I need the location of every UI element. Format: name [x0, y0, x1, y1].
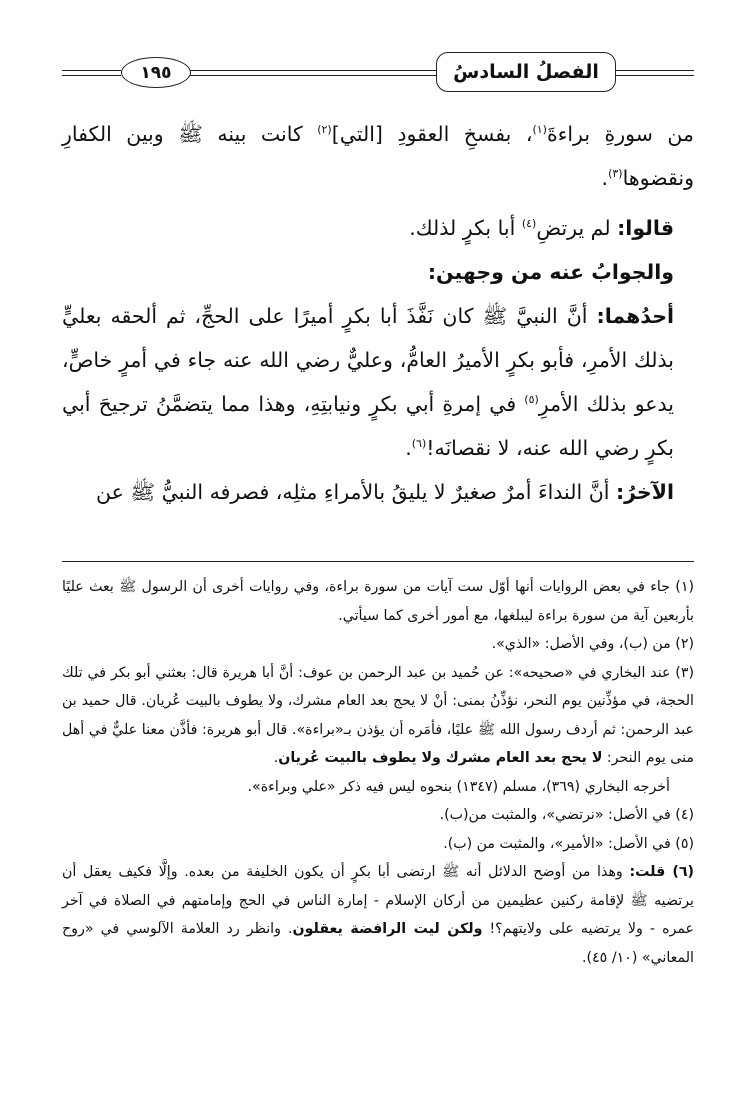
footnote-6: [62, 858, 694, 972]
header-rule-right-lower: [614, 75, 694, 76]
text: أنَّ النداءَ أمرٌ صغيرٌ لا يليقُ بالأمراءِ مثلِه، فصرفه النبيُّ ﷺ عن: [96, 480, 616, 504]
paragraph-4: [62, 294, 694, 470]
paragraph-2: [62, 206, 694, 250]
footnote-4: (٤) في الأصل: «نرتضي»، والمثبت من(ب).: [439, 807, 694, 823]
bold-quote: لا يحج بعد العام مشرك ولا يطوف بالبيت عُريان: [278, 750, 603, 766]
lead-label: أحدُهما:: [596, 304, 674, 328]
text: . وانظر رد العلامة الآلوسي في «روح المعاني» (١٠/ ٤٥).: [62, 921, 694, 966]
footnote-1: (١) جاء في بعض الروايات أنها أوّل ست آيات من سورة براءة، وفي روايات أخرى أن الرسول ﷺ بعث عليًا بأربعين آية من سورة براءة ليبلغها، مع أمور أخرى كما سيأتي.: [62, 579, 694, 624]
text: من سورةِ براءةَ: [546, 122, 694, 146]
text: ، بفسخِ العقودِ [التي]: [331, 122, 533, 146]
footnote-3-source: أخرجه البخاري (٣٦٩)، مسلم (١٣٤٧) بنحوه ليس فيه ذكر «علي وبراءة».: [247, 778, 670, 795]
paragraph-3: [62, 250, 694, 294]
footnote-ref-6[interactable]: (٦): [411, 437, 427, 450]
footnote-2: (٢) من (ب)، وفي الأصل: «الذي».: [491, 636, 694, 652]
paragraph-1: [62, 112, 694, 200]
header-rule-middle-lower: [189, 75, 436, 76]
bold-phrase: ولكن ليت الرافضة يعقلون: [292, 921, 483, 937]
footnote-3: [62, 659, 694, 773]
text: (٣) عند البخاري في «صحيحه»: عن حُميد بن عبد الرحمن بن عوف: أنَّ أبا هريرة قال: بعثني أبو بكر في تلك الحجة، في مؤذِّنين يوم النحر، نؤذِّنُ بمنى: أنْ لا يحج بعد العام مشرك، ولا يطوف بالبيت عُريان. قال حميد بن عبد الرحمن: ثم أردف رسول الله ﷺ عليًا، فأمَره أن يؤذن بـ«براءة». قال أبو هريرة: فأذَّن معنا عليٌّ في أهل منى يوم النحر:: [62, 664, 694, 766]
text: وهذا من أوضح الدلائل أنه ﷺ ارتضى أبا بكرٍ أن يكون الخليفة من بعده. وإلَّا فكيف يعقل أن يرتضيه ﷺ لإقامة ركنين عظيمين من أركان الإسلام - إمارة الناس في الحج وإمامتهم في الصلاة في آخر عمره - ولا يرتضيه على ولايتهم؟!: [62, 864, 695, 937]
footnote-separator: [62, 561, 694, 562]
footnote-ref-2[interactable]: (٢): [317, 123, 332, 136]
text: أبا بكرٍ لذلك.: [409, 216, 522, 240]
text: لم يرتضِ: [536, 216, 618, 240]
text: .: [601, 166, 609, 190]
footnote-ref-5[interactable]: (٥): [524, 393, 539, 406]
text: أنَّ النبيَّ ﷺ كان نَفَّذَ أبا بكرٍ أميرًا على الحجِّ، ثم ألحقه بعليٍّ بذلك الأمرِ، فأبو بكرٍ الأميرُ العامُّ، وعليٌّ رضي الله عنه جاء في أمرٍ خاصٍّ، يدعو بذلك الأمرِ: [62, 304, 674, 416]
lead-label: والجوابُ عنه من وجهين:: [427, 260, 674, 284]
lead-label: (٦) قلت:: [629, 864, 694, 880]
main-text: [62, 112, 694, 514]
paragraph-5: [62, 470, 694, 514]
header-rule-middle: [189, 70, 436, 71]
text: .: [273, 750, 279, 766]
footnote-ref-4[interactable]: (٤): [521, 217, 537, 230]
page-number: ١٩٥: [121, 57, 191, 88]
text: كانت بينه ﷺ وبين الكفارِ ونقضوها: [62, 122, 694, 190]
footnote-5: (٥) في الأصل: «الأمير»، والمثبت من (ب).: [443, 835, 694, 852]
footnote-ref-3[interactable]: (٣): [608, 167, 623, 180]
header-rule-right: [614, 70, 694, 71]
lead-label: الآخرُ:: [615, 480, 674, 504]
header-rule-left-lower: [62, 75, 121, 76]
text: .: [405, 436, 412, 460]
footnotes: [62, 573, 694, 972]
footnote-ref-1[interactable]: (١): [532, 123, 547, 136]
chapter-title: الفصلُ السادسُ: [436, 52, 616, 92]
header-rule-left: [62, 70, 121, 71]
text: في إمرةِ أبي بكرٍ ونيابتِهِ، وهذا مما يتضمَّنُ ترجيحَ أبي بكرٍ رضي الله عنه، لا نقصانَه!: [62, 392, 674, 460]
lead-label: قالوا:: [617, 216, 674, 240]
